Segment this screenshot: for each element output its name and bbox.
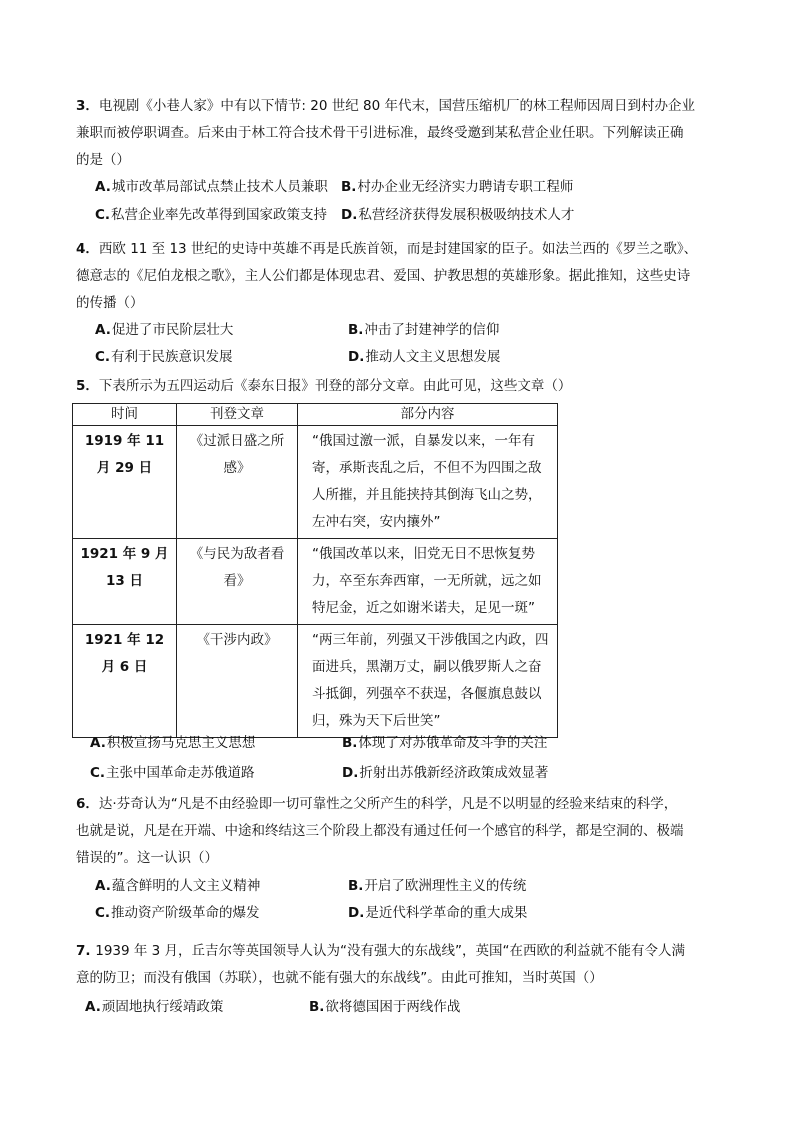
column-header-content: 部分内容 (298, 404, 558, 426)
q6-option-b[interactable] (348, 877, 526, 895)
q3-line-2: 兼职而被停职调查。后来由于林工符合技术骨干引进标准，最终受邀到某私营企业任职。下列解读正确 (76, 125, 684, 141)
q5-line-1 (76, 377, 571, 395)
q5-option-c[interactable] (90, 764, 255, 782)
q7-stem-text-1: 1939 年 3 月，丘吉尔等英国领导人认为“没有强大的东战线”，英国“在西欧的利益就不能有令人满 (95, 943, 686, 959)
option-key: A. (90, 735, 106, 751)
table-cell-content: “两三年前，列强又干涉俄国之内政，四面进兵，黑潮万丈，嗣以俄罗斯人之奋斗抵御，列强卒不获逞，各偃旗息鼓以归，殊为天下后世笑” (298, 625, 558, 738)
option-text: 积极宣扬马克思主义思想 (106, 735, 256, 751)
q3-stem-text-1: 电视剧《小巷人家》中有以下情节: 20 世纪 80 年代末，国营压缩机厂的林工程师因周日到村办企业 (98, 98, 695, 114)
option-text: 是近代科学革命的重大成果 (365, 905, 528, 921)
q6-option-c[interactable] (95, 904, 260, 922)
q4-line-3: 的传播（） (76, 295, 144, 311)
q4-option-d[interactable] (348, 348, 500, 366)
q3-line-3: 的是（） (76, 152, 130, 168)
q7-option-b[interactable] (309, 998, 460, 1016)
option-key: A. (95, 179, 111, 195)
option-text: 折射出苏俄新经济政策成效显著 (359, 765, 549, 781)
table-row (73, 625, 558, 738)
q6-number: 6． (76, 796, 99, 812)
q6-stem-text-1: 达·芬奇认为“凡是不由经验即一切可靠性之父所产生的科学，凡是不以明显的经验来结束的科学， (98, 796, 678, 812)
option-key: D. (348, 905, 365, 921)
q5-option-d[interactable] (342, 764, 548, 782)
q7-line-2: 意的防卫；而没有俄国（苏联），也就不能有强大的东战线”。由此可推知，当时英国（） (76, 970, 603, 986)
newspaper-articles-table (72, 403, 558, 738)
q4-line-1 (76, 240, 697, 258)
option-text: 促进了市民阶层壮大 (111, 322, 234, 338)
q4-option-b[interactable] (348, 321, 499, 339)
q6-line-2: 也就是说，凡是在开端、中途和终结这三个阶段上都没有通过任何一个感官的科学，都是空洞的、极端 (76, 823, 684, 839)
option-text: 村办企业无经济实力聘请专职工程师 (357, 179, 574, 195)
q6-option-d[interactable] (348, 904, 527, 922)
q6-option-a[interactable] (95, 877, 260, 895)
option-text: 开启了欧洲理性主义的传统 (364, 878, 527, 894)
option-key: C. (95, 349, 111, 365)
table-row (73, 426, 558, 539)
option-key: A. (95, 878, 111, 894)
column-header-article: 刊登文章 (177, 404, 298, 426)
option-text: 推动人文主义思想发展 (365, 349, 501, 365)
option-text: 顽固地执行绥靖政策 (101, 999, 224, 1015)
q5-number: 5． (76, 378, 99, 394)
option-text: 私营经济获得发展积极吸纳技术人才 (358, 207, 575, 223)
option-key: D. (348, 349, 365, 365)
table-cell-article: 《过派日盛之所感》 (177, 426, 298, 539)
option-key: C. (95, 207, 111, 223)
option-key: B. (341, 179, 357, 195)
option-text: 蕴含鲜明的人文主义精神 (111, 878, 261, 894)
option-key: A. (95, 322, 111, 338)
option-key: C. (90, 765, 106, 781)
q3-option-d[interactable] (341, 206, 574, 224)
q3-number: 3． (76, 98, 99, 114)
option-text: 欲将德国困于两线作战 (325, 999, 461, 1015)
table-cell-article: 《干涉内政》 (177, 625, 298, 738)
table-cell-date: 1921 年 9 月 13 日 (73, 539, 177, 625)
option-key: C. (95, 905, 111, 921)
table-cell-article: 《与民为敌者看看》 (177, 539, 298, 625)
option-key: D. (342, 765, 359, 781)
q4-option-c[interactable] (95, 348, 233, 366)
q5-option-b[interactable] (342, 734, 547, 752)
option-key: B. (348, 878, 364, 894)
option-text: 私营企业率先改革得到国家政策支持 (111, 207, 328, 223)
option-text: 有利于民族意识发展 (111, 349, 233, 365)
option-key: B. (348, 322, 364, 338)
q7-line-1 (76, 942, 685, 960)
option-key: B. (309, 999, 325, 1015)
q7-number: 7. (76, 943, 96, 959)
q6-line-1 (76, 795, 677, 813)
table-row (73, 539, 558, 625)
q3-line-1 (76, 97, 695, 115)
table-cell-date: 1921 年 12 月 6 日 (73, 625, 177, 738)
column-header-time: 时间 (73, 404, 177, 426)
option-text: 城市改革局部试点禁止技术人员兼职 (111, 179, 328, 195)
option-text: 主张中国革命走苏俄道路 (106, 765, 255, 781)
q4-line-2: 德意志的《尼伯龙根之歌》，主人公们都是体现忠君、爱国、护教思想的英雄形象。据此推知，这些史诗 (76, 268, 691, 284)
q4-stem-text-1: 西欧 11 至 13 世纪的史诗中英雄不再是氏族首领，而是封建国家的臣子。如法兰西的《罗兰之歌》、 (98, 241, 698, 257)
q7-option-a[interactable] (85, 998, 223, 1016)
table-cell-date: 1919 年 11 月 29 日 (73, 426, 177, 539)
option-key: D. (341, 207, 358, 223)
q5-option-a[interactable] (90, 734, 255, 752)
q4-number: 4． (76, 241, 99, 257)
table-header-row (73, 404, 558, 426)
q3-option-a[interactable] (95, 178, 328, 196)
option-text: 推动资产阶级革命的爆发 (111, 905, 260, 921)
table-cell-content: “俄国改革以来，旧党无日不思恢复势力，卒至东奔西窜，一无所就，远之如特尼金，近之如谢米诺夫，足见一斑” (298, 539, 558, 625)
q3-option-b[interactable] (341, 178, 573, 196)
q4-option-a[interactable] (95, 321, 233, 339)
q6-line-3: 错误的”。这一认识（） (76, 850, 218, 866)
option-key: A. (85, 999, 101, 1015)
q3-option-c[interactable] (95, 206, 327, 224)
table-cell-content: “俄国过激一派，自暴发以来，一年有寄，承斯丧乱之后，不但不为四围之敌人所摧，并且能挟持其倒海飞山之势，左冲右突，安内攘外” (298, 426, 558, 539)
option-text: 冲击了封建神学的信仰 (364, 322, 500, 338)
q5-stem-text-1: 下表所示为五四运动后《泰东日报》刊登的部分文章。由此可见，这些文章（） (98, 378, 572, 394)
option-key: B. (342, 735, 358, 751)
option-text: 体现了对苏俄革命及斗争的关注 (358, 735, 548, 751)
